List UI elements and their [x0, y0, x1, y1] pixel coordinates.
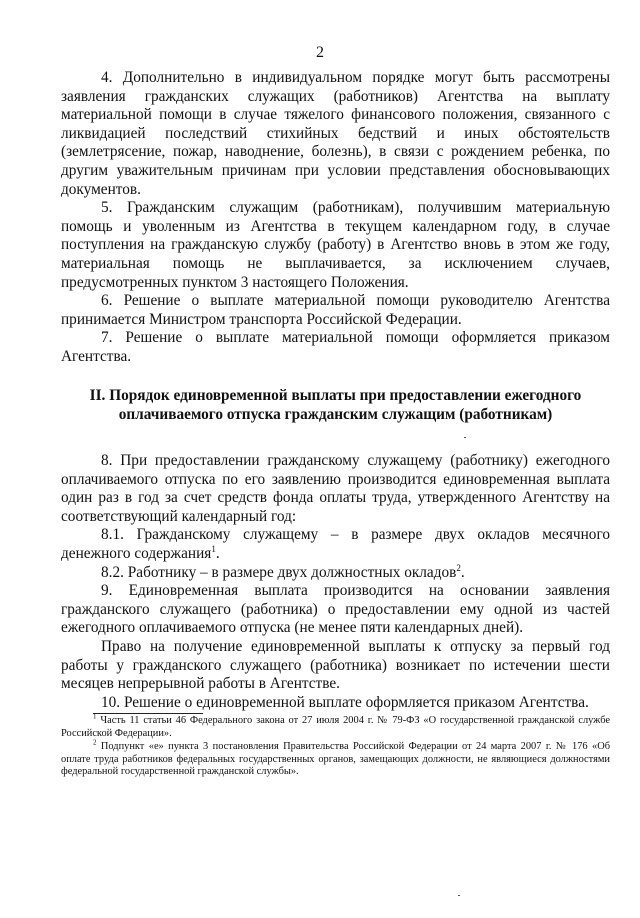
footnote-2 [61, 738, 610, 779]
paragraph-9: 9. Единовременная выплата производится на основании заявления гражданского служащего (работника) о предоставлении ему одной из частей ежегодного оплачиваемого отпуска (не менее пяти календарных дней). [61, 582, 610, 637]
page-number: 2 [316, 44, 324, 61]
footnote-ref-2: 2 [456, 562, 461, 573]
bottom-paragraphs [61, 452, 610, 712]
footnote-separator [93, 713, 203, 714]
paragraph-8-2-end: . [460, 563, 465, 581]
footnotes [61, 712, 610, 780]
paragraph-8-1-end: . [215, 544, 220, 562]
section-heading [61, 386, 610, 424]
paragraph-4: 4. Дополнительно в индивидуальном порядке могут быть рассмотрены заявления гражданских служащих (работников) Агентства на выплату материальной помощи в случае тяжелого финансового положения, связанного с ликвидацией последствий стихийных бедствий и иных обстоятельств (землетрясение, пожар, наводнение, болезнь), в связи с рождением ребенка, по другим уважительным причинам при условии представления обосновывающих документов. [61, 69, 610, 198]
paragraph-9-continuation: Право на получение единовременной выплаты к отпуску за первый год работы у гражданского служащего (работника) возникает по истечении шести месяцев непрерывной работы в Агентстве. [61, 637, 610, 693]
scan-speck [464, 437, 466, 438]
paragraph-10: 10. Решение о единовременной выплате оформляется приказом Агентства. [101, 693, 589, 711]
paragraph-7: 7. Решение о выплате материальной помощи оформляется приказом Агентства. [61, 329, 610, 365]
paragraph-6: 6. Решение о выплате материальной помощи руководителю Агентства принимается Министром транспорта Российской Федерации. [61, 292, 610, 328]
top-paragraphs [61, 69, 610, 367]
paragraph-8-1 [61, 526, 610, 563]
paragraph-8: 8. При предоставлении гражданскому служащему (работнику) ежегодного оплачиваемого отпуска по его заявлению производится единовременная выплата один раз в год за счет средств фонда оплаты труда, утвержденного Агентству на соответствующий календарный год: [61, 452, 610, 525]
footnote-ref-1: 1 [211, 543, 216, 554]
paragraph-5: 5. Гражданским служащим (работникам), получившим материальную помощь и уволенным из Агентства в текущем календарном году, в случае поступления на гражданскую службу (работу) в Агентство вновь в этом же году, материальная помощь не выплачивается, за исключением случаев, предусмотренных пунктом 3 настоящего Положения. [61, 199, 610, 291]
footnote-2-marker: 2 [93, 738, 97, 747]
paragraph-8-2 [61, 564, 610, 583]
footnote-1-text: Часть 11 статьи 46 Федерального закона от 27 июля 2004 г. № 79-ФЗ «О государственной гражданской службе Российской Федерации». [61, 715, 610, 739]
scan-speck [458, 895, 460, 896]
paragraph-8-2-text: 8.2. Работнику – в размере двух должностных окладов [101, 563, 457, 581]
footnote-2-text: Подпункт «е» пункта 3 постановления Правительства Российской Федерации от 24 марта 2007 г. № 176 «Об оплате труда работников федеральных государственных органов, замещающих должности, не являющиеся должностями федеральной государственной гражданской службы». [61, 741, 610, 778]
section-heading-line-1: II. Порядок единовременной выплаты при предоставлении ежегодного [89, 387, 582, 404]
paragraph-8-1-text: 8.1. Гражданскому служащему – в размере двух окладов месячного денежного содержания [61, 526, 610, 562]
footnote-1-marker: 1 [93, 712, 97, 721]
footnote-1 [61, 712, 610, 740]
section-heading-line-2: оплачиваемого отпуска гражданским служащим (работникам) [118, 406, 553, 423]
